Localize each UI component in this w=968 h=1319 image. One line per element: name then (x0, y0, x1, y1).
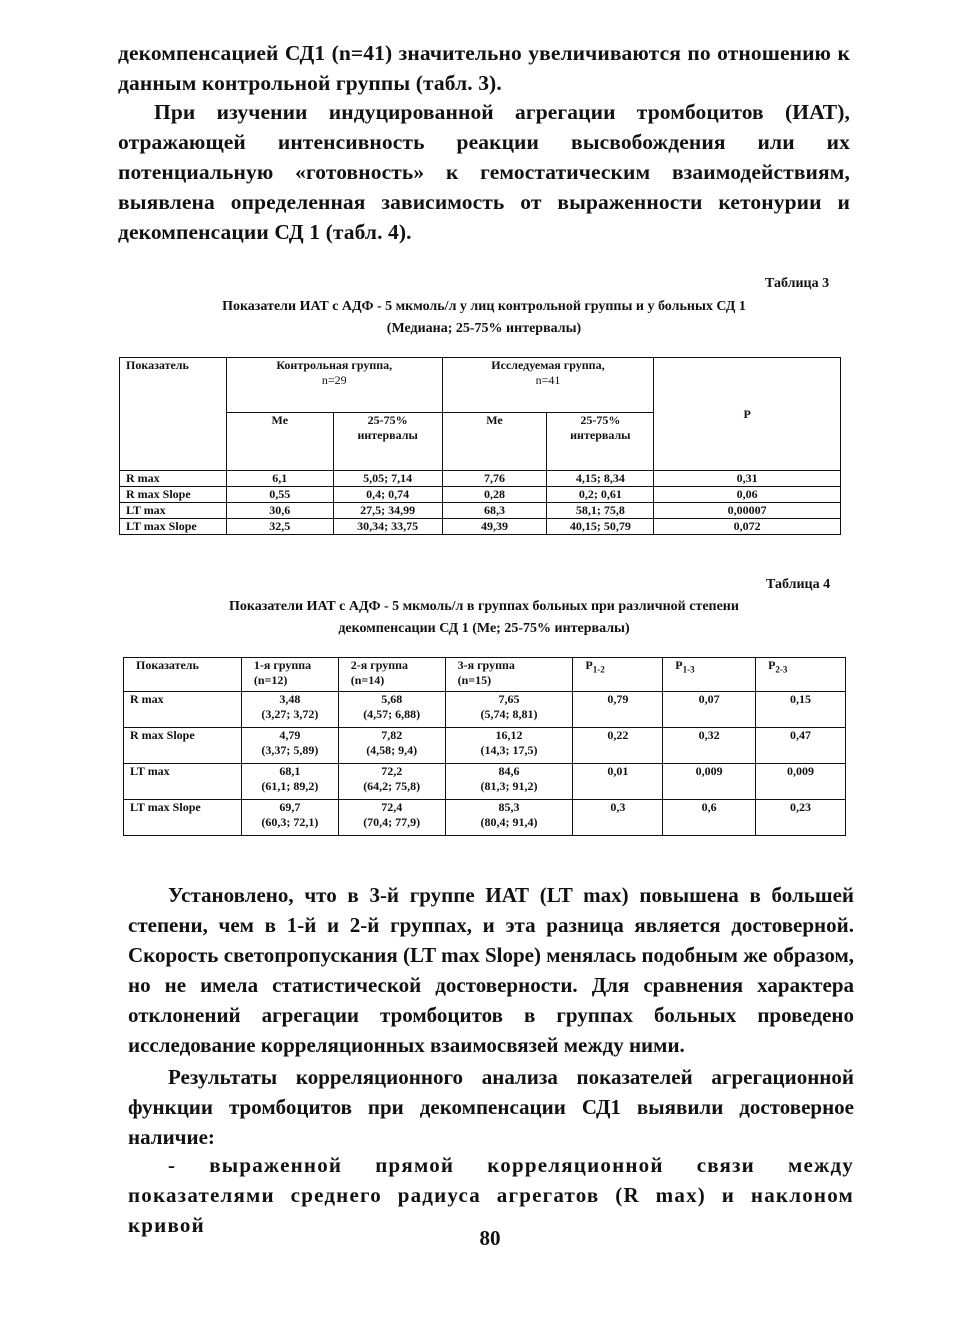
t4-header-p12: $P_{1-2}$ (573, 658, 663, 692)
t4-header-g3: 3-я группа (n=15) (445, 658, 573, 692)
paragraph-5: - выраженной прямой корреляционной связи между показателями среднего радиуса агрегатов (R max) и наклоном кривой (128, 1153, 854, 1237)
t3-cell-iqr2: 0,2; 0,61 (547, 487, 654, 503)
t3-cell-p: 0,06 (654, 487, 841, 503)
t4-cell-g2: 7,82 (4,58; 9,4) (338, 728, 445, 764)
table3-title-line1: Показатели ИАТ с АДФ - 5 мкмоль/л у лиц контрольной группы и у больных СД 1 (222, 299, 746, 314)
t4-cell-p13: 0,6 (663, 800, 756, 836)
t3-cell-me1: 32,5 (226, 519, 333, 535)
t4-header-g1: 1-я группа (n=12) (241, 658, 338, 692)
table-row (120, 487, 841, 503)
t3-row-name: LT max Slope (120, 519, 227, 535)
t3-cell-iqr1: 5,05; 7,14 (333, 471, 442, 487)
t3-header-control: Контрольная группа, n=29 (226, 358, 442, 413)
t3-cell-me1: 6,1 (226, 471, 333, 487)
t4-header-indicator: Показатель (124, 658, 242, 692)
table-row (120, 503, 841, 519)
t4-cell-p23: 0,23 (756, 800, 846, 836)
t4-cell-p13: 0,07 (663, 692, 756, 728)
t3-cell-iqr1: 27,5; 34,99 (333, 503, 442, 519)
table-row (124, 764, 846, 800)
t3-header-me1: Ме (226, 413, 333, 471)
paragraph-1: декомпенсацией СД1 (n=41) значительно увеличиваются по отношению к данным контрольной группы (табл. 3). (118, 41, 850, 95)
t3-cell-me2: 68,3 (442, 503, 547, 519)
t4-cell-p12: 0,22 (573, 728, 663, 764)
paragraph-4: Результаты корреляционного анализа показателей агрегационной функции тромбоцитов при декомпенсации СД1 выявили достоверное наличие: (128, 1065, 854, 1149)
paragraph-3: Установлено, что в 3-й группе ИАТ (LT max) повышена в большей степени, чем в 1-й и 2-й группах, и эта разница является достоверной. Скорость светопропускания (LT max Slope) менялась подобным же образом, но не имела статистической достоверности. Для сравнения характера отклонений агрегации тромбоцитов в группах больных проведено исследование корреляционных взаимосвязей между ними. (128, 883, 854, 1057)
t4-cell-g1: 4,79 (3,37; 5,89) (241, 728, 338, 764)
t4-cell-p23: 0,15 (756, 692, 846, 728)
t3-header-iqr2: 25-75% интервалы (547, 413, 654, 471)
t3-cell-me2: 7,76 (442, 471, 547, 487)
t4-row-name: LT max Slope (124, 800, 242, 836)
table-row (124, 728, 846, 764)
t3-cell-me1: 0,55 (226, 487, 333, 503)
t4-cell-p23: 0,009 (756, 764, 846, 800)
table-row (120, 519, 841, 535)
t4-cell-g3: 16,12 (14,3; 17,5) (445, 728, 573, 764)
t4-cell-p23: 0,47 (756, 728, 846, 764)
t4-cell-p12: 0,79 (573, 692, 663, 728)
t3-cell-iqr1: 0,4; 0,74 (333, 487, 442, 503)
t3-row-name: R max (120, 471, 227, 487)
t3-cell-iqr2: 4,15; 8,34 (547, 471, 654, 487)
t4-cell-p13: 0,009 (663, 764, 756, 800)
t4-header-p13: $P_{1-3}$ (663, 658, 756, 692)
table-3 (119, 357, 841, 535)
t4-cell-g2: 5,68 (4,57; 6,88) (338, 692, 445, 728)
table4-title-line1: Показатели ИАТ с АДФ - 5 мкмоль/л в группах больных при различной степени (229, 599, 739, 614)
t4-cell-p12: 0,3 (573, 800, 663, 836)
t4-cell-g3: 7,65 (5,74; 8,81) (445, 692, 573, 728)
t3-cell-p: 0,072 (654, 519, 841, 535)
t4-row-name: R max Slope (124, 728, 242, 764)
t4-cell-p12: 0,01 (573, 764, 663, 800)
t3-header-me2: Ме (442, 413, 547, 471)
table-row (120, 471, 841, 487)
table3-caption: Таблица 3 (765, 276, 830, 291)
table4-caption: Таблица 4 (766, 577, 831, 592)
t3-cell-me1: 30,6 (226, 503, 333, 519)
t4-cell-g1: 69,7 (60,3; 72,1) (241, 800, 338, 836)
t3-header-p: P (654, 358, 841, 471)
t4-cell-g3: 84,6 (81,3; 91,2) (445, 764, 573, 800)
t3-header-study: Исследуемая группа, n=41 (442, 358, 654, 413)
t4-row-name: R max (124, 692, 242, 728)
t3-cell-iqr2: 40,15; 50,79 (547, 519, 654, 535)
t3-cell-me2: 49,39 (442, 519, 547, 535)
t4-cell-g3: 85,3 (80,4; 91,4) (445, 800, 573, 836)
t3-cell-p: 0,31 (654, 471, 841, 487)
t3-cell-iqr1: 30,34; 33,75 (333, 519, 442, 535)
t4-cell-g1: 68,1 (61,1; 89,2) (241, 764, 338, 800)
t3-row-name: R max Slope (120, 487, 227, 503)
t4-cell-g2: 72,2 (64,2; 75,8) (338, 764, 445, 800)
t4-cell-p13: 0,32 (663, 728, 756, 764)
t3-cell-me2: 0,28 (442, 487, 547, 503)
t4-cell-g2: 72,4 (70,4; 77,9) (338, 800, 445, 836)
table-4 (123, 657, 846, 836)
t4-cell-g1: 3,48 (3,27; 3,72) (241, 692, 338, 728)
table-row (124, 800, 846, 836)
t3-header-indicator: Показатель (120, 358, 227, 471)
table-row (124, 692, 846, 728)
t3-row-name: LT max (120, 503, 227, 519)
table3-title-line2: (Медиана; 25-75% интервалы) (386, 321, 582, 336)
t3-header-iqr1: 25-75% интервалы (333, 413, 442, 471)
table4-title-line2: декомпенсации СД 1 (Ме; 25-75% интервалы) (338, 621, 630, 636)
paragraph-2: При изучении индуцированной агрегации тромбоцитов (ИАТ), отражающей интенсивность реакции высвобождения или их потенциальную «готовность» к гемостатическим взаимодействиям, выявлена определенная зависимость от выраженности кетонурии и декомпенсации СД 1 (табл. 4). (118, 100, 850, 244)
t4-row-name: LT max (124, 764, 242, 800)
page-number: 80 (479, 1226, 501, 1250)
t4-header-g2: 2-я группа (n=14) (338, 658, 445, 692)
t3-cell-iqr2: 58,1; 75,8 (547, 503, 654, 519)
t3-cell-p: 0,00007 (654, 503, 841, 519)
t4-header-p23: $P_{2-3}$ (756, 658, 846, 692)
